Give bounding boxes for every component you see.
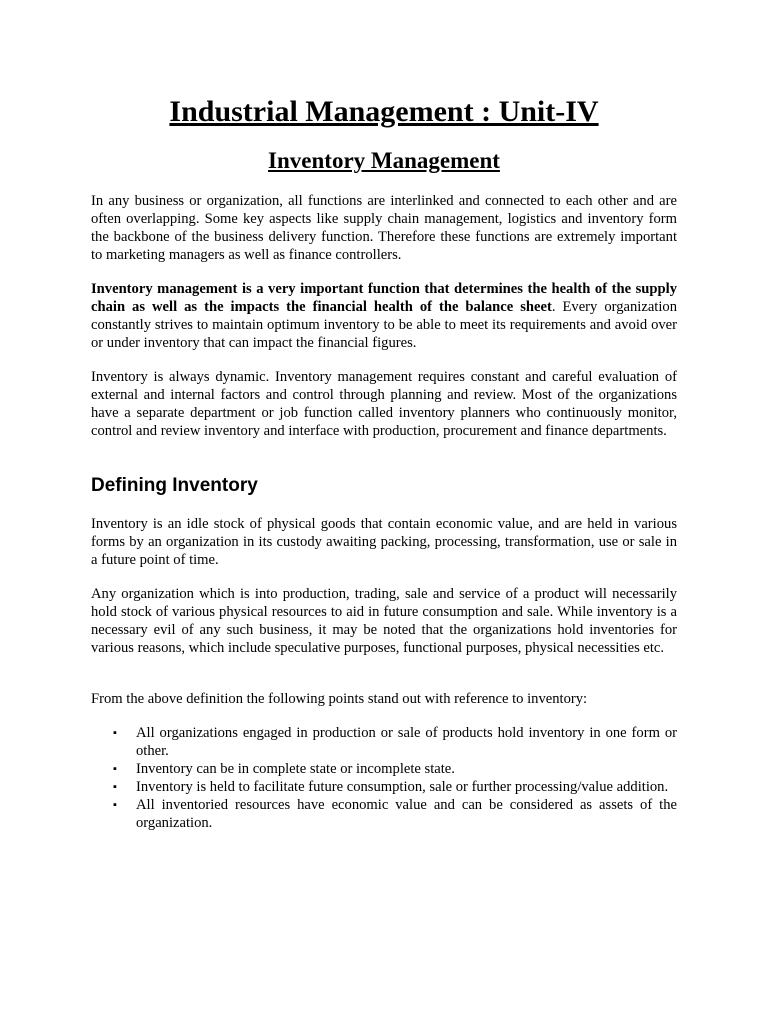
bullet-icon: ▪ (113, 799, 117, 811)
list-item-text: All organizations engaged in production or sale of products hold inventory in one form or other. (136, 725, 677, 759)
page-subtitle: Inventory Management (268, 148, 500, 173)
section-heading-defining-inventory: Defining Inventory (91, 475, 258, 496)
organization-stock-paragraph: Any organization which is into production, trading, sale and service of a product will necessarily hold stock of various physical resources to aid in future consumption and sale. While inventory is a necessary evil of any such business, it may be noted that the organizations hold inventories for various reasons, which include speculative purposes, functional purposes, physical necessities etc. (91, 586, 677, 656)
inventory-dynamic-paragraph: Inventory is always dynamic. Inventory management requires constant and careful evaluation of external and internal factors and control through planning and review. Most of the organizations have a separate department or job function called inventory planners who continuously monitor, control and review inventory and interface with production, procurement and finance departments. (91, 369, 677, 439)
inventory-importance-rest: . Every organization constantly strives to maintain optimum inventory to be able to meet its requirements and avoid over or under inventory that can impact the financial figures. (91, 299, 678, 351)
list-item (91, 778, 677, 796)
bullet-icon: ▪ (113, 727, 117, 739)
list-item-text: Inventory can be in complete state or incomplete state. (136, 761, 455, 777)
list-item (91, 724, 677, 760)
bullet-icon: ▪ (113, 763, 117, 775)
inventory-importance-bold: Inventory management is a very important function that determines the health of the supply chain as well as the impacts the financial health of the balance sheet (91, 281, 677, 315)
points-intro-paragraph: From the above definition the following points stand out with reference to inventory: (91, 691, 588, 707)
list-item (91, 796, 677, 832)
inventory-importance-paragraph (91, 280, 677, 352)
inventory-points-list (91, 724, 677, 832)
list-item-text: All inventoried resources have economic value and can be considered as assets of the organization. (136, 797, 677, 831)
definition-paragraph: Inventory is an idle stock of physical goods that contain economic value, and are held in various forms by an organization in its custody awaiting packing, processing, transformation, use or sale in a future point of time. (91, 516, 677, 568)
intro-paragraph: In any business or organization, all functions are interlinked and connected to each other and are often overlapping. Some key aspects like supply chain management, logistics and inventory form the backbone of the business delivery function. Therefore these functions are extremely important to marketing managers as well as finance controllers. (91, 193, 677, 263)
list-item-text: Inventory is held to facilitate future consumption, sale or further processing/value addition. (136, 779, 669, 795)
page-title: Industrial Management : Unit-IV (169, 95, 599, 128)
bullet-icon: ▪ (113, 781, 117, 793)
list-item (91, 760, 677, 778)
